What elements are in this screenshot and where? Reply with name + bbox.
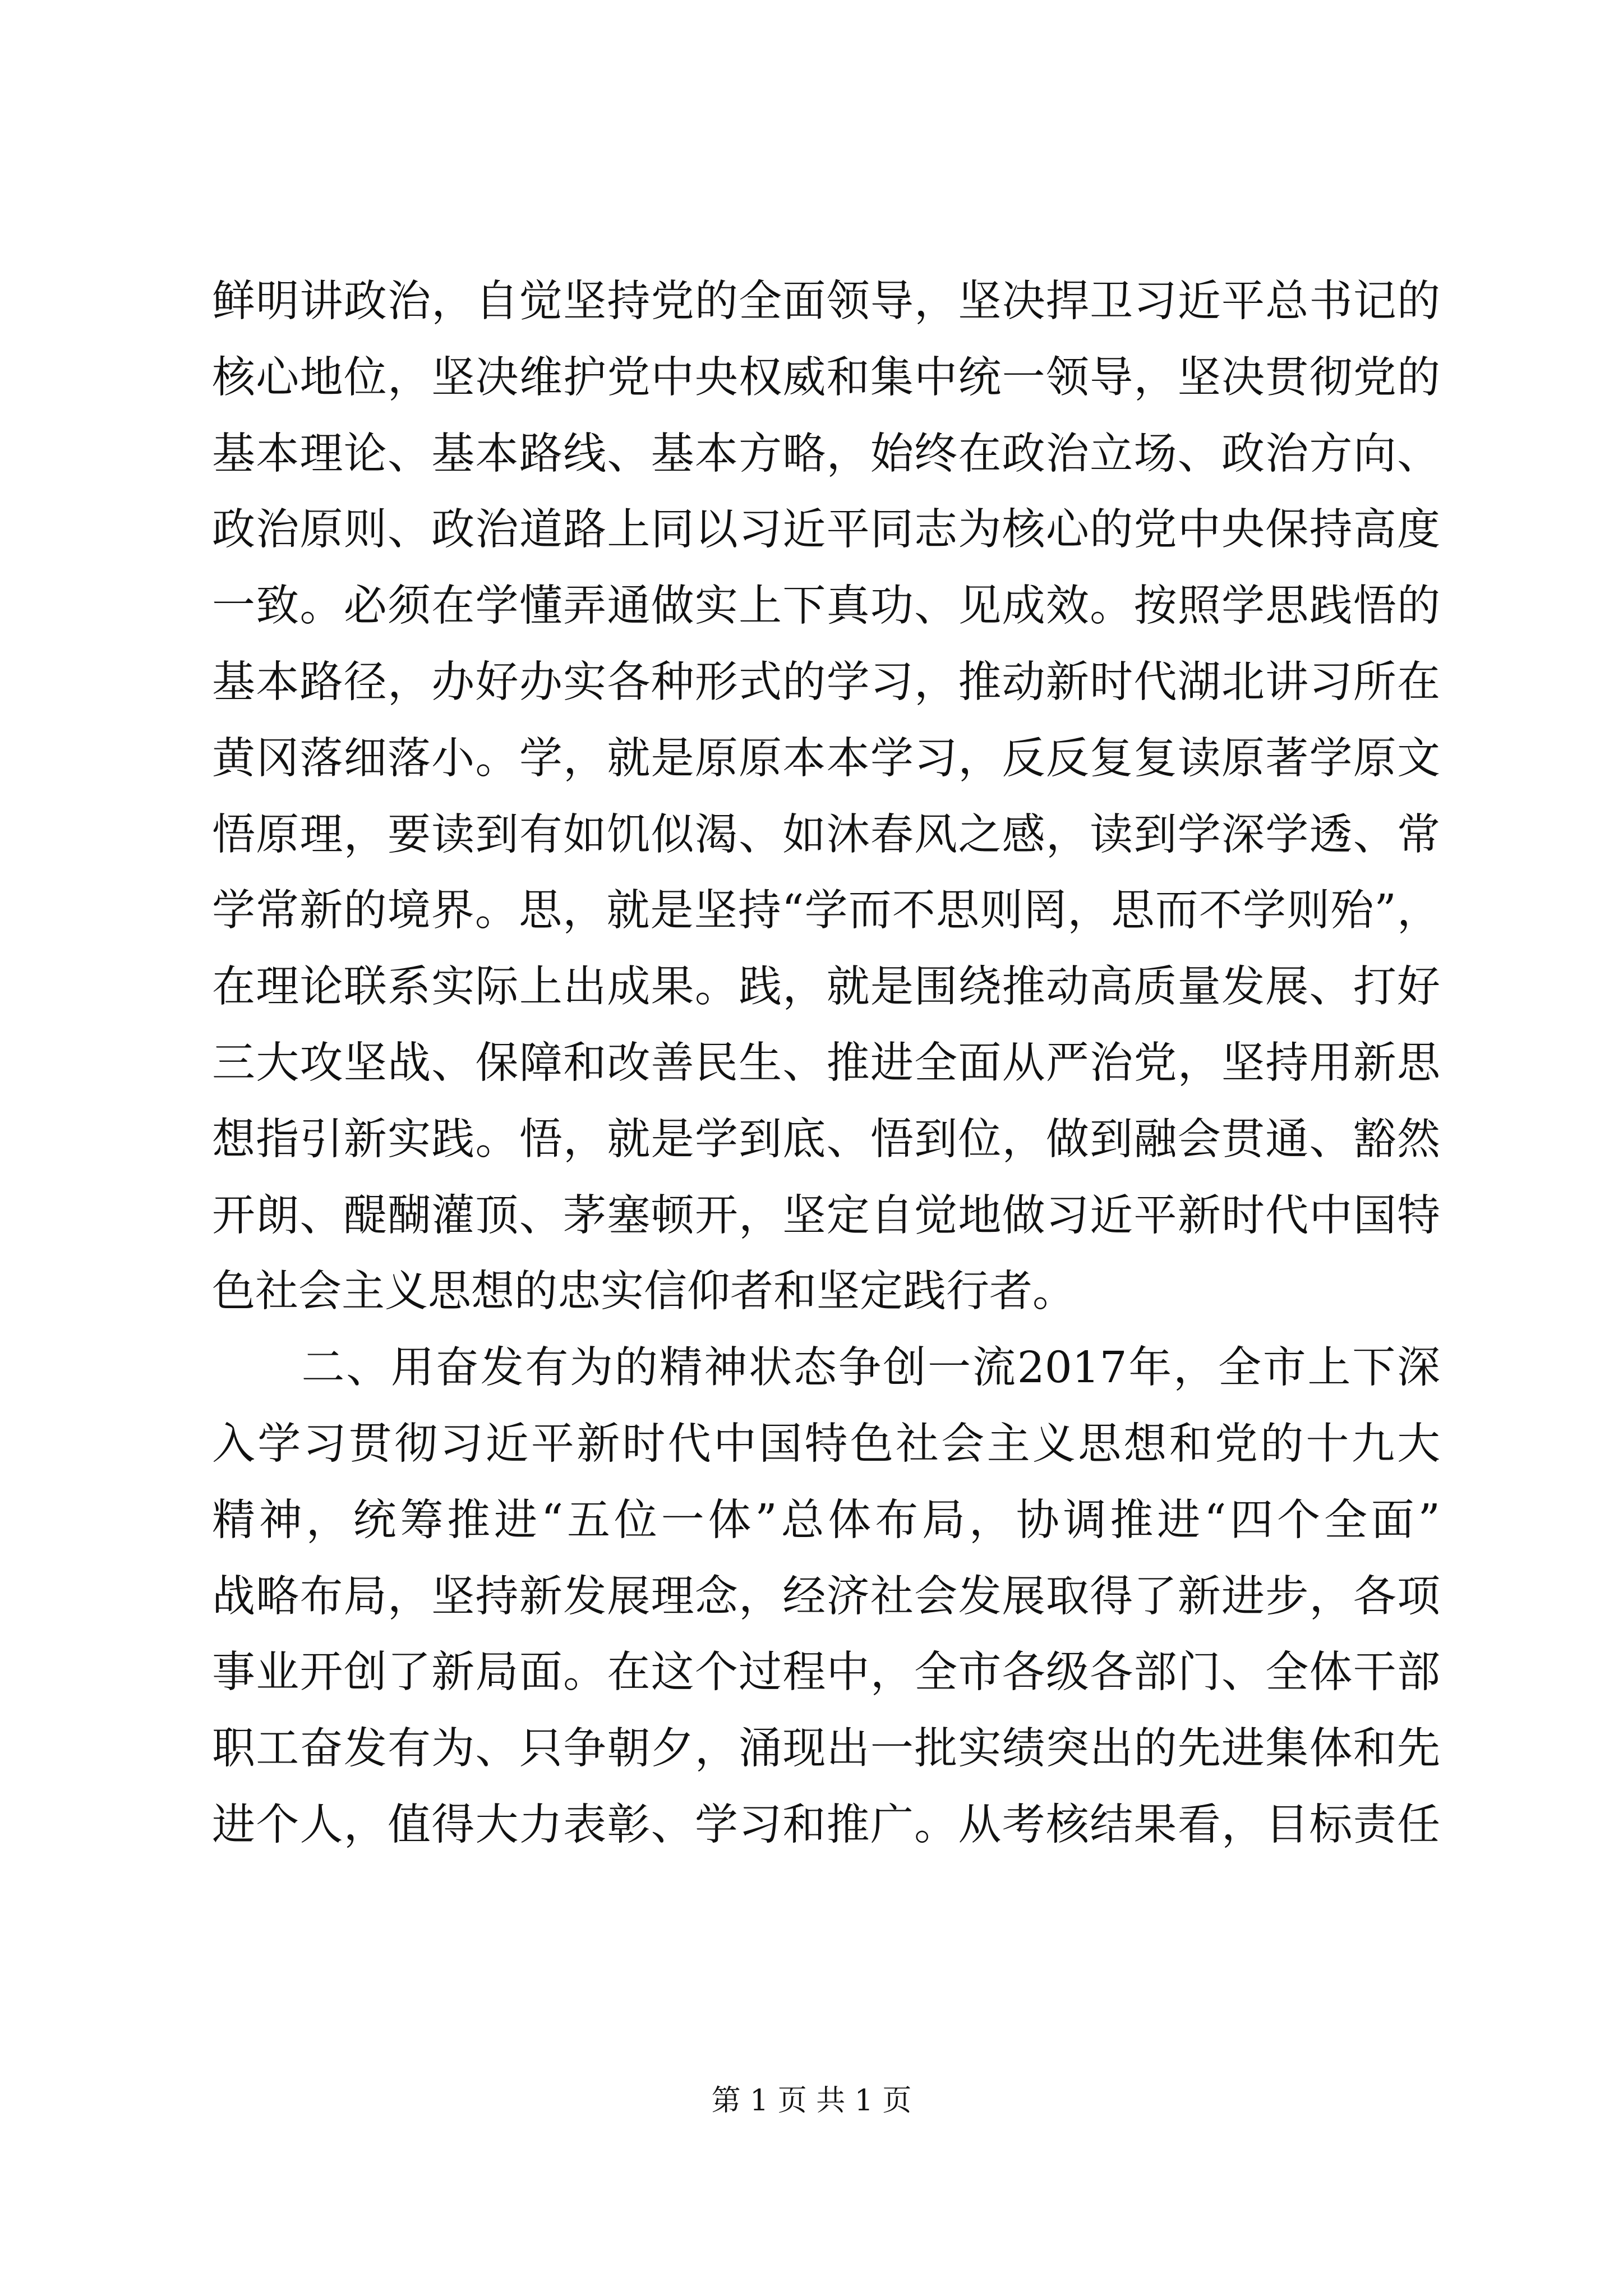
text-line: 进个人，值得大力表彰、学习和推广。从考核结果看，目标责任 xyxy=(212,1800,1440,1850)
text-line: 二、用奋发有为的精神状态争创一流2017年，全市上下深 xyxy=(212,1343,1440,1393)
text-line: 职工奋发有为、只争朝夕，涌现出一批实绩突出的先进集体和先 xyxy=(212,1724,1440,1774)
text-line: 精神，统筹推进“五位一体”总体布局，协调推进“四个全面” xyxy=(212,1495,1440,1545)
text-line: 入学习贯彻习近平新时代中国特色社会主义思想和党的十九大 xyxy=(212,1419,1440,1469)
text-line: 事业开创了新局面。在这个过程中，全市各级各部门、全体干部 xyxy=(212,1648,1440,1698)
body-text xyxy=(212,264,1440,1864)
text-line: 色社会主义思想的忠实信仰者和坚定践行者。 xyxy=(212,1267,1076,1317)
text-line: 鲜明讲政治，自觉坚持党的全面领导，坚决捍卫习近平总书记的 xyxy=(212,277,1440,326)
text-line: 学常新的境界。思，就是坚持“学而不思则罔，思而不学则殆”， xyxy=(212,886,1440,936)
text-line: 黄冈落细落小。学，就是原原本本学习，反反复复读原著学原文 xyxy=(212,733,1440,784)
page-number-footer: 第 1 页 共 1 页 xyxy=(711,2084,912,2118)
paragraph-1 xyxy=(212,264,1440,1330)
text-line: 战略布局，坚持新发展理念，经济社会发展取得了新进步，各项 xyxy=(212,1571,1440,1622)
text-line: 悟原理，要读到有如饥似渴、如沐春风之感，读到学深学透、常 xyxy=(212,809,1440,860)
text-line: 一致。必须在学懂弄通做实上下真功、见成效。按照学思践悟的 xyxy=(212,581,1440,632)
paragraph-2 xyxy=(212,1330,1440,1864)
text-line: 三大攻坚战、保障和改善民生、推进全面从严治党，坚持用新思 xyxy=(212,1038,1440,1088)
text-line: 在理论联系实际上出成果。践，就是围绕推动高质量发展、打好 xyxy=(212,962,1440,1013)
text-line: 核心地位，坚决维护党中央权威和集中统一领导，坚决贯彻党的 xyxy=(212,352,1440,403)
text-line: 想指引新实践。悟，就是学到底、悟到位，做到融会贯通、豁然 xyxy=(212,1114,1440,1165)
text-line: 基本路径，办好办实各种形式的学习，推动新时代湖北讲习所在 xyxy=(212,657,1440,707)
text-line: 基本理论、基本路线、基本方略，始终在政治立场、政治方向、 xyxy=(212,429,1440,479)
text-line: 政治原则、政治道路上同以习近平同志为核心的党中央保持高度 xyxy=(212,505,1440,555)
text-line: 开朗、醍醐灌顶、茅塞顿开，坚定自觉地做习近平新时代中国特 xyxy=(212,1190,1440,1241)
